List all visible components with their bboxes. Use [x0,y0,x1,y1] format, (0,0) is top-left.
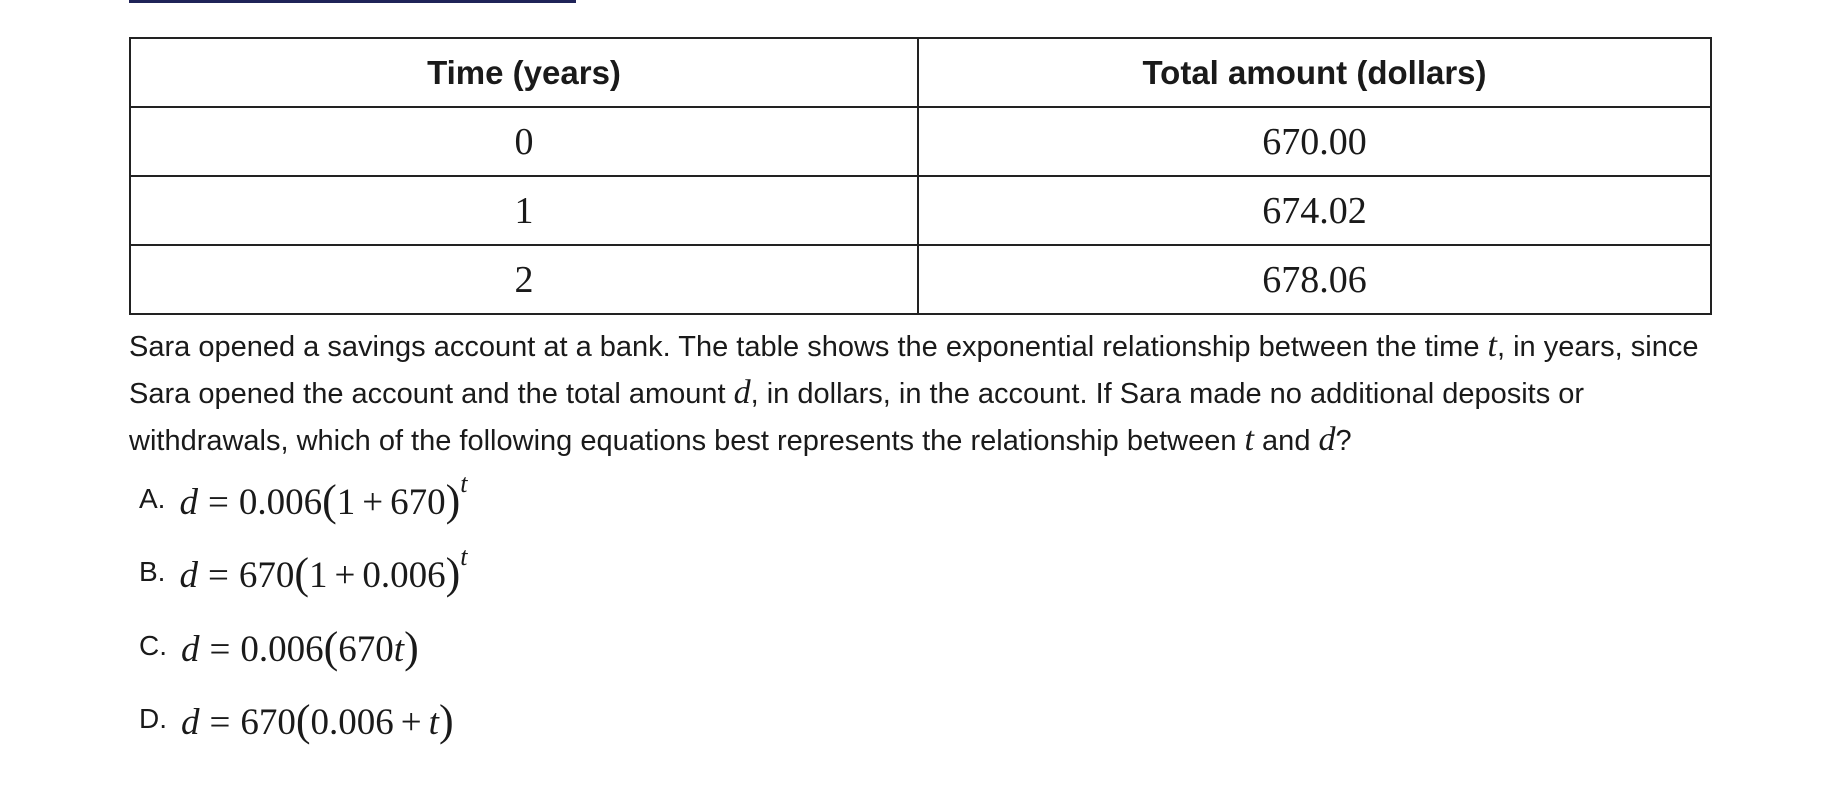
table-header-row [130,38,1711,107]
choice-c[interactable] [139,621,419,671]
eq-operator: + [362,481,384,523]
eq-term: 0.006 [362,554,446,596]
eq-close-paren: ) [404,622,419,672]
eq-lhs: d [179,554,198,596]
eq-lhs: d [181,701,200,743]
cell-time: 1 [130,176,918,245]
choice-b[interactable] [139,542,468,598]
eq-open-paren: ( [294,548,309,598]
choice-letter: A. [139,483,166,514]
eq-open-paren: ( [323,622,339,672]
question-part: , in years, since Sara opened the account and the total amount [129,331,1699,410]
eq-variable: t [393,628,405,670]
eq-open-paren: ( [322,475,337,525]
eq-term: 1 [336,481,356,523]
eq-term: 1 [309,554,328,596]
choice-equation [179,469,468,525]
choice-d[interactable] [139,694,454,744]
eq-relation: = [207,554,229,596]
eq-close-paren: ) [445,548,461,598]
eq-term: 0.006 [310,701,394,743]
question-part: and [1254,425,1319,457]
question-part: , in dollars, in the account. If Sara made no additional deposits or withdrawals, which of the following equations best represents the relationship between [129,378,1585,457]
question-part: ? [1335,425,1352,457]
eq-open-paren: ( [295,695,311,745]
eq-relation: = [209,628,231,670]
variable-t: t [1487,327,1497,364]
eq-relation: = [209,701,231,743]
choice-letter: D. [139,703,167,734]
eq-relation: = [207,481,229,523]
eq-variable: t [428,701,439,743]
eq-close-paren: ) [445,475,461,525]
eq-coefficient: 0.006 [240,628,324,670]
cell-time: 0 [130,107,918,176]
table-row [130,176,1711,245]
eq-exponent: t [460,542,468,572]
choice-a[interactable] [139,469,468,525]
eq-operator: + [400,701,422,743]
top-rule [129,0,576,3]
choice-equation [179,542,468,598]
choice-equation [181,621,419,672]
eq-coefficient: 670 [240,701,296,743]
eq-operator: + [334,554,356,596]
cell-amount: 670.00 [918,107,1711,176]
eq-lhs: d [179,481,198,523]
header-total-amount: Total amount (dollars) [918,38,1711,107]
choice-letter: B. [139,556,166,587]
table-row [130,245,1711,314]
variable-d: d [733,374,751,411]
eq-close-paren: ) [438,695,454,745]
eq-term: 670 [338,628,394,670]
question-part: Sara opened a savings account at a bank. The table shows the exponential relationship between the time [129,331,1488,363]
header-time: Time (years) [130,38,918,107]
eq-coefficient: 0.006 [238,481,323,523]
choice-letter: C. [139,630,167,661]
eq-lhs: d [181,628,200,670]
cell-time: 2 [130,245,918,314]
eq-exponent: t [460,469,468,499]
cell-amount: 674.02 [918,176,1711,245]
eq-term: 670 [390,481,446,523]
variable-t: t [1244,421,1254,458]
table-row [130,107,1711,176]
choice-equation [181,694,454,745]
cell-amount: 678.06 [918,245,1711,314]
variable-d: d [1318,421,1336,458]
question-text [129,323,1719,464]
eq-coefficient: 670 [238,554,295,596]
data-table [129,37,1712,315]
